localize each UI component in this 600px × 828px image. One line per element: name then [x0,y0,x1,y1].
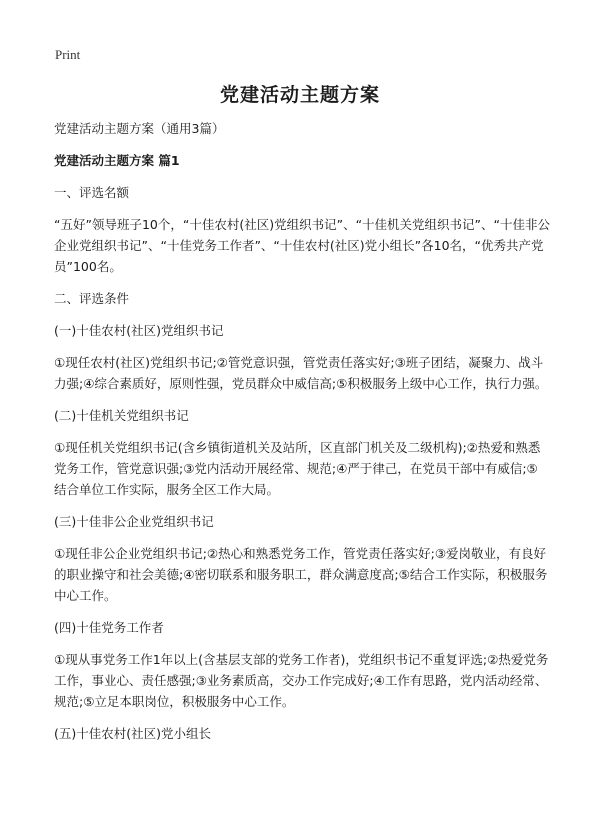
section-paragraph: ①现任农村(社区)党组织书记;②管党意识强，管党责任落实好;③班子团结，凝聚力、战斗力强;④综合素质好，原则性强，党员群众中威信高;⑤积极服务上级中心工作，执行力强。 [54,355,548,391]
document-title: 党建活动主题方案 [219,84,380,106]
section-paragraph: ①现从事党务工作1年以上(含基层支部的党务工作者)，党组织书记不重复评选;②热爱党务工作，事业心、责任感强;③业务素质高，交办工作完成好;④工作有思路，党内活动经常、规范;⑤立足本职岗位，积极服务中心工作。 [54,652,549,709]
section-heading: (五)十佳农村(社区)党小组长 [54,726,212,741]
section-heading: (一)十佳农村(社区)党组织书记 [54,323,224,338]
document-body [54,118,550,755]
section-paragraph: “五好”领导班子10个，“十佳农村(社区)党组织书记”、“十佳机关党组织书记”、“十佳非公企业党组织书记”、“十佳党务工作者”、“十佳农村(社区)党小组长”各10名，“优秀共产党员”100名。 [54,217,550,274]
document-subtitle: 党建活动主题方案（通用3篇） [54,121,225,136]
section-heading: (三)十佳非公企业党组织书记 [54,514,214,529]
section-heading: (二)十佳机关党组织书记 [54,408,189,423]
section-paragraph: ①现任机关党组织书记(含乡镇街道机关及站所，区直部门机关及二级机构);②热爱和熟悉党务工作，管党意识强;③党内活动开展经常、规范;④严于律己，在党员干部中有威信;⑤结合单位工作实际，服务全区工作大局。 [54,440,541,497]
section-heading: 一、评选名额 [54,185,130,200]
section-heading: (四)十佳党务工作者 [54,620,164,635]
part-title: 党建活动主题方案 篇1 [54,153,180,168]
section-heading: 二、评选条件 [54,291,130,306]
print-label: Print [55,47,81,62]
section-paragraph: ①现任非公企业党组织书记;②热心和熟悉党务工作，管党责任落实好;③爱岗敬业，有良好的职业操守和社会美德;④密切联系和服务职工，群众满意度高;⑤结合工作实际，积极服务中心工作。 [54,546,548,603]
